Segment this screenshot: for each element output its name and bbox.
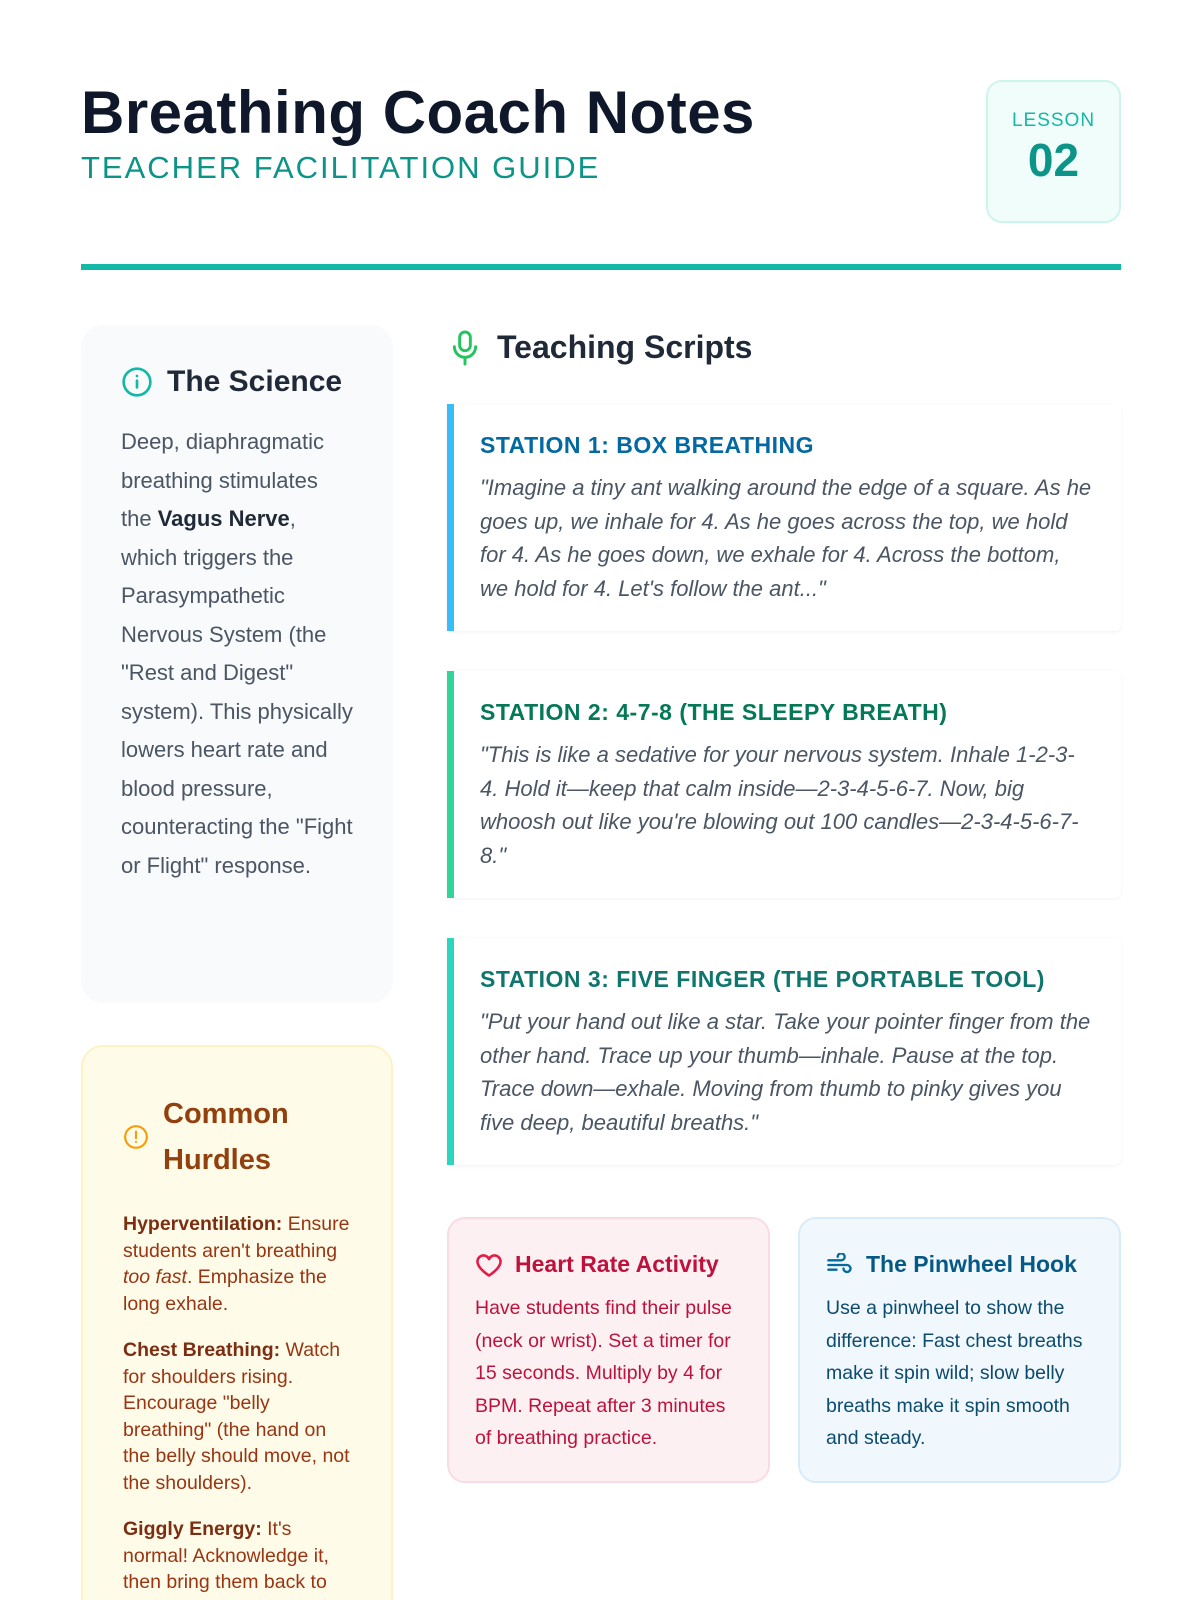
- hurdle-text: It's normal! Acknowledge it, then bring them back to: [123, 1518, 329, 1593]
- page-subtitle: TEACHER FACILITATION GUIDE: [81, 150, 601, 185]
- lesson-badge: [986, 80, 1121, 223]
- hurdle-text-end: . Emphasize the long exhale.: [123, 1266, 327, 1315]
- info-icon: [121, 366, 153, 398]
- hurdle-item: [123, 1337, 351, 1496]
- hurdle-item: [123, 1516, 351, 1596]
- station-title: STATION 2: 4-7-8 (THE SLEEPY BREATH): [480, 699, 948, 725]
- hurdles-list: [123, 1211, 351, 1596]
- page-header: [81, 80, 1121, 220]
- hurdles-card: [81, 1045, 393, 1600]
- scripts-title: Teaching Scripts: [497, 329, 753, 365]
- activity-cards: [447, 1217, 1121, 1483]
- hurdle-item: [123, 1211, 351, 1317]
- science-card: [81, 325, 393, 1003]
- station-script: "This is like a sedative for your nervous system. Inhale 1-2-3-4. Hold it—keep that calm inside—2-3-4-5-6-7. Now, big whoosh out like you're blowing out 100 candles—2-3-4-5-6-7-8.": [480, 742, 1079, 868]
- header-divider: [81, 264, 1121, 270]
- science-text: [121, 423, 353, 885]
- station-card: [447, 404, 1121, 631]
- hurdle-emphasis: too fast: [123, 1266, 187, 1288]
- science-text-start: Deep, diaphragmatic breathing stimulates the: [121, 429, 325, 531]
- station-card: [447, 938, 1121, 1165]
- pinwheel-card: [798, 1217, 1121, 1483]
- pinwheel-text: Use a pinwheel to show the difference: Fast chest breaths make it spin wild; slow belly breaths make it spin smooth and steady.: [826, 1297, 1083, 1449]
- station-card: [447, 671, 1121, 898]
- wind-icon: [826, 1253, 854, 1277]
- heart-rate-title: Heart Rate Activity: [515, 1251, 719, 1277]
- science-bold-term: Vagus Nerve: [157, 506, 290, 531]
- pinwheel-title: The Pinwheel Hook: [866, 1251, 1077, 1277]
- lesson-number: 02: [1027, 134, 1080, 186]
- microphone-icon: [449, 329, 481, 367]
- station-title: STATION 3: FIVE FINGER (THE PORTABLE TOOL): [480, 966, 1045, 992]
- main-content: [447, 325, 1121, 1483]
- scripts-header: [449, 325, 1121, 370]
- station-script: "Put your hand out like a star. Take your pointer finger from the other hand. Trace up your thumb—inhale. Pause at the top. Trace down—exhale. Moving from thumb to pinky gives you five deep, beautiful breaths.": [480, 1009, 1091, 1135]
- hurdle-label: Hyperventilation:: [123, 1213, 283, 1235]
- pinwheel-header: [826, 1251, 1093, 1278]
- science-header: [121, 365, 353, 399]
- hurdle-label: Chest Breathing:: [123, 1339, 281, 1361]
- alert-icon: [123, 1124, 149, 1150]
- heart-rate-text: Have students find their pulse (neck or wrist). Set a timer for 15 seconds. Multiply by 4 for BPM. Repeat after 3 minutes of breathing practice.: [475, 1297, 732, 1449]
- hurdles-title: Common Hurdles: [163, 1098, 289, 1176]
- hurdle-label: Giggly Energy:: [123, 1518, 262, 1540]
- heart-rate-header: [475, 1251, 742, 1278]
- sidebar: [81, 325, 393, 1600]
- hurdle-text: Watch for shoulders rising. Encourage "belly breathing" (the hand on the belly should move, not the shoulders).: [123, 1339, 350, 1494]
- station-title: STATION 1: BOX BREATHING: [480, 432, 814, 458]
- hurdle-text: Ensure students aren't breathing: [123, 1213, 350, 1262]
- hurdles-header: [123, 1091, 351, 1183]
- page-title: Breathing Coach Notes: [81, 79, 755, 146]
- science-title: The Science: [167, 365, 343, 398]
- station-script: "Imagine a tiny ant walking around the edge of a square. As he goes up, we inhale for 4. As he goes across the top, we hold for 4. As he goes down, we exhale for 4. Across the bottom, we hold for 4. Let's follow the ant...": [480, 475, 1092, 601]
- heart-rate-card: [447, 1217, 770, 1483]
- heart-icon: [475, 1252, 503, 1278]
- lesson-label: LESSON: [1011, 110, 1096, 131]
- science-text-end: , which triggers the Parasympathetic Nervous System (the "Rest and Digest" system). This physically lowers heart rate and blood pressure, counteracting the "Fight or Flight" response.: [121, 506, 353, 878]
